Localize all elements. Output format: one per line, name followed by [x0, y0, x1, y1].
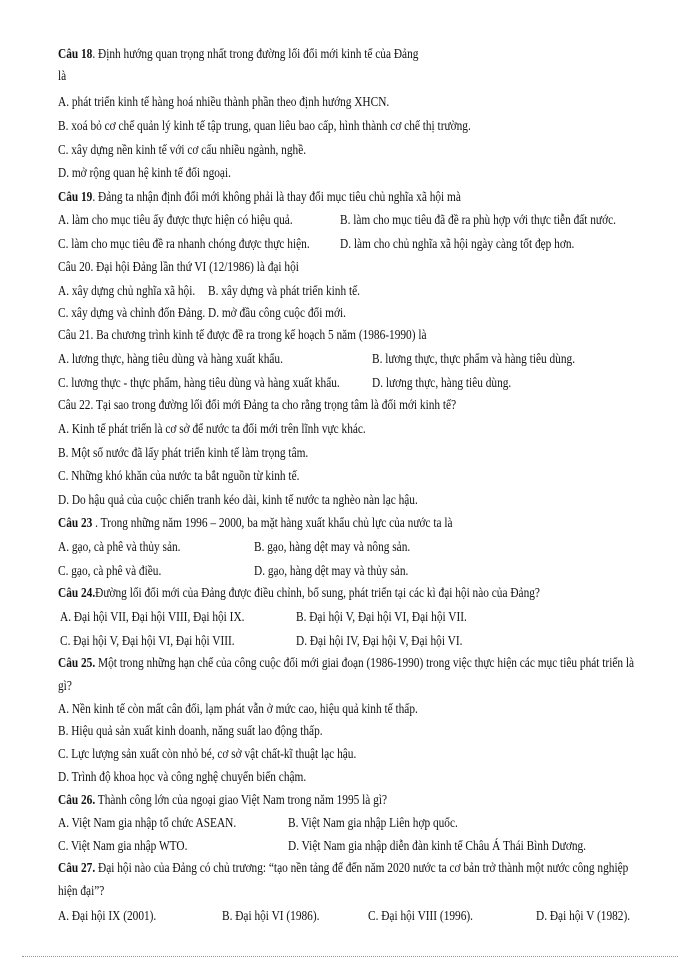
- question-25: [58, 655, 634, 671]
- question-text: Đại hội nào của Đảng có chủ trương: “tạo nền tảng để đến năm 2020 nước ta cơ bản trở thành một nước công nghiệp: [95, 860, 629, 875]
- option-a[interactable]: A. Đại hội VII, Đại hội VIII, Đại hội IX.: [60, 609, 245, 624]
- question-18-cont: là: [58, 68, 67, 83]
- option-d[interactable]: D. làm cho chủ nghĩa xã hội ngày càng tốt đẹp hơn.: [340, 236, 575, 251]
- option-c[interactable]: C. Lực lượng sản xuất còn nhỏ bé, cơ sở vật chất-kĩ thuật lạc hậu.: [58, 746, 357, 761]
- option-a[interactable]: A. Đại hội IX (2001).: [58, 908, 157, 923]
- option-d[interactable]: D. mở rộng quan hệ kinh tế đối ngoại.: [58, 165, 231, 180]
- page-bottom-divider: [22, 956, 678, 957]
- question-text: Một trong những hạn chế của công cuộc đổi mới giai đoạn (1986-1990) trong việc thực hiện các mục tiêu phát triển là: [95, 655, 635, 670]
- option-c[interactable]: C. làm cho mục tiêu đề ra nhanh chóng được thực hiện.: [58, 236, 310, 251]
- question-text: . Đảng ta nhận định đổi mới không phải là thay đổi mục tiêu chủ nghĩa xã hội mà: [92, 189, 461, 204]
- question-24: [58, 585, 540, 601]
- option-b[interactable]: B. làm cho mục tiêu đã đề ra phù hợp với thực tiễn đất nước.: [340, 212, 616, 227]
- question-text: Thành công lớn của ngoại giao Việt Nam trong năm 1995 là gì?: [95, 792, 388, 807]
- option-c[interactable]: C. Việt Nam gia nhập WTO.: [58, 838, 188, 853]
- option-a[interactable]: A. làm cho mục tiêu ấy được thực hiện có hiệu quả.: [58, 212, 293, 227]
- option-a[interactable]: A. Kinh tế phát triển là cơ sở để nước ta đổi mới trên lĩnh vực khác.: [58, 421, 366, 436]
- question-27: [58, 860, 628, 876]
- option-a[interactable]: A. gạo, cà phê và thủy sản.: [58, 539, 181, 554]
- option-c[interactable]: C. lương thực - thực phẩm, hàng tiêu dùng và hàng xuất khẩu.: [58, 375, 340, 390]
- question-18: [58, 46, 418, 62]
- question-25-cont: gì?: [58, 678, 72, 693]
- option-b[interactable]: B. Việt Nam gia nhập Liên hợp quốc.: [288, 815, 458, 830]
- question-23: [58, 515, 453, 531]
- question-text: Đường lối đổi mới của Đảng được điều chỉnh, bổ sung, phát triển tại các kì đại hội nào của Đảng?: [95, 585, 540, 600]
- option-b[interactable]: B. Hiệu quả sản xuất kinh doanh, năng suất lao động thấp.: [58, 723, 323, 738]
- question-number: Câu 27.: [58, 860, 96, 875]
- option-b[interactable]: B. Đại hội VI (1986).: [222, 908, 320, 923]
- question-21: Câu 21. Ba chương trình kinh tế được đề ra trong kế hoạch 5 năm (1986-1990) là: [58, 327, 427, 342]
- option-a[interactable]: A. xây dựng chủ nghĩa xã hội.: [58, 283, 196, 298]
- option-b[interactable]: B. gạo, hàng dệt may và nông sản.: [254, 539, 411, 554]
- question-number: Câu 25.: [58, 655, 96, 670]
- option-a[interactable]: A. Việt Nam gia nhập tổ chức ASEAN.: [58, 815, 237, 830]
- option-d[interactable]: D. mở đầu công cuộc đổi mới.: [208, 305, 346, 320]
- option-a[interactable]: A. lương thực, hàng tiêu dùng và hàng xuất khẩu.: [58, 351, 283, 366]
- option-c[interactable]: C. Đại hội VIII (1996).: [368, 908, 474, 923]
- option-c[interactable]: C. Những khó khăn của nước ta bắt nguồn từ kinh tế.: [58, 468, 300, 483]
- option-b[interactable]: B. Một số nước đã lấy phát triển kinh tế làm trọng tâm.: [58, 445, 309, 460]
- option-a[interactable]: A. phát triển kinh tế hàng hoá nhiều thành phần theo định hướng XHCN.: [58, 94, 390, 109]
- option-c[interactable]: C. xây dựng nền kinh tế với cơ cấu nhiều ngành, nghề.: [58, 142, 307, 157]
- option-d[interactable]: D. Đại hội IV, Đại hội V, Đại hội VI.: [296, 633, 463, 648]
- option-b[interactable]: B. lương thực, thực phẩm và hàng tiêu dùng.: [372, 351, 576, 366]
- option-d[interactable]: D. Đại hội V (1982).: [536, 908, 631, 923]
- question-number: Câu 19: [58, 189, 93, 204]
- option-b[interactable]: B. Đại hội V, Đại hội VI, Đại hội VII.: [296, 609, 467, 624]
- option-d[interactable]: D. gạo, hàng dệt may và thủy sản.: [254, 563, 409, 578]
- option-a[interactable]: A. Nền kinh tế còn mất cân đối, lạm phát vẫn ở mức cao, hiệu quả kinh tế thấp.: [58, 701, 418, 716]
- question-26: [58, 792, 387, 808]
- question-19: [58, 189, 461, 205]
- question-number: Câu 24.: [58, 585, 96, 600]
- question-number: Câu 23: [58, 515, 93, 530]
- option-b[interactable]: B. xoá bỏ cơ chế quản lý kinh tế tập trung, quan liêu bao cấp, hình thành cơ chế thị trường.: [58, 118, 471, 133]
- question-text: . Định hướng quan trọng nhất trong đường lối đổi mới kinh tế của Đảng: [92, 46, 419, 61]
- option-d[interactable]: D. Do hậu quả của cuộc chiến tranh kéo dài, kinh tế nước ta nghèo nàn lạc hậu.: [58, 492, 418, 507]
- option-c[interactable]: C. xây dựng và chỉnh đốn Đảng.: [58, 305, 206, 320]
- option-d[interactable]: D. Việt Nam gia nhập diễn đàn kinh tế Châu Á Thái Bình Dương.: [288, 838, 587, 853]
- question-number: Câu 18: [58, 46, 93, 61]
- option-d[interactable]: D. lương thực, hàng tiêu dùng.: [372, 375, 512, 390]
- option-c[interactable]: C. gạo, cà phê và điều.: [58, 563, 162, 578]
- question-22: Câu 22. Tại sao trong đường lối đổi mới Đảng ta cho rằng trọng tâm là đổi mới kinh tế?: [58, 397, 457, 412]
- question-27-cont: hiện đại”?: [58, 883, 105, 898]
- question-20: Câu 20. Đại hội Đảng lần thứ VI (12/1986) là đại hội: [58, 259, 299, 274]
- option-c[interactable]: C. Đại hội V, Đại hội VI, Đại hội VIII.: [60, 633, 235, 648]
- option-d[interactable]: D. Trình độ khoa học và công nghệ chuyển biến chậm.: [58, 769, 307, 784]
- question-text: . Trong những năm 1996 – 2000, ba mặt hàng xuất khẩu chủ lực của nước ta là: [92, 515, 453, 530]
- question-number: Câu 26.: [58, 792, 96, 807]
- option-b[interactable]: B. xây dựng và phát triển kinh tế.: [208, 283, 360, 298]
